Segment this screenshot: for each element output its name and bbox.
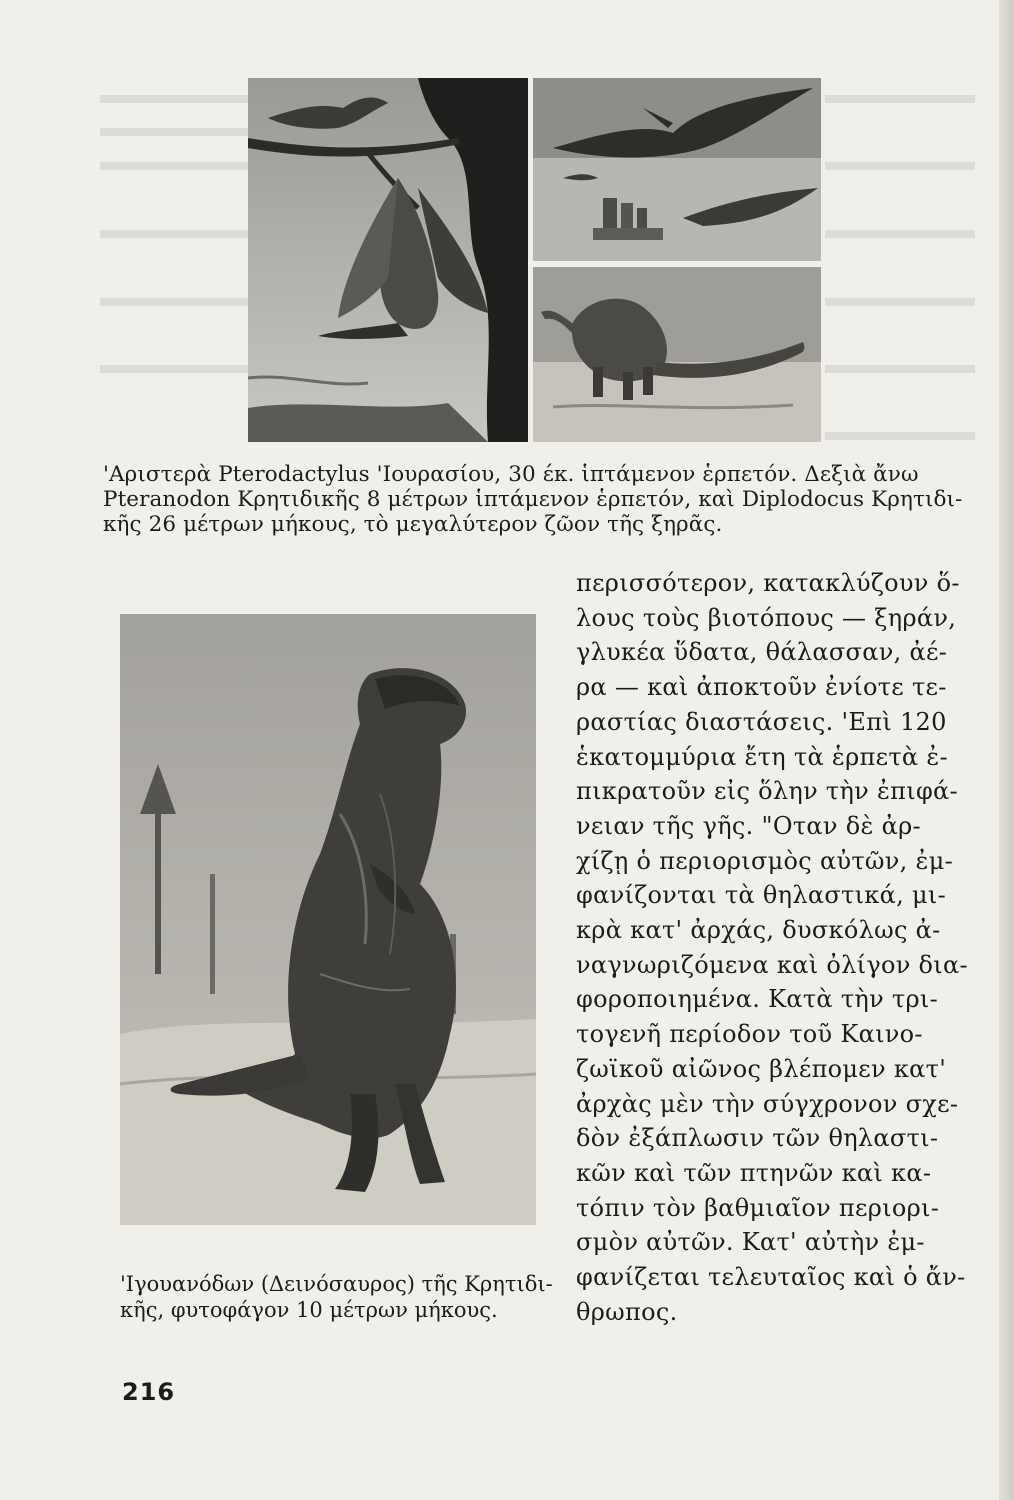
bottom-figure-caption — [120, 1271, 553, 1323]
caption-line: 'Αριστερὰ Pterodactylus 'Ιουρασίου, 30 έκ. ἱπτάμενον ἑρπετόν. Δεξιὰ ἄνω — [103, 462, 919, 487]
body-line: ἑκατομμύρια ἔτη τὰ ἑρπετὰ ἐ- — [576, 742, 948, 771]
body-line: ρα — καὶ ἀποκτοῦν ἐνίοτε τε- — [576, 673, 947, 702]
body-line: πικρατοῦν εἰς ὅλην τὴν ἐπιφά- — [576, 777, 958, 806]
body-line: φανίζονται τὰ θηλαστικά, μι- — [576, 881, 946, 910]
body-line: δὸν ἐξάπλωσιν τῶν θηλαστι- — [576, 1124, 939, 1153]
body-line: ραστίας διαστάσεις. 'Επὶ 120 — [576, 707, 947, 736]
body-line: ζωϊκοῦ αἰῶνος βλέπομεν κατ' — [576, 1054, 947, 1083]
body-line: χίζῃ ὁ περιορισμὸς αὐτῶν, ἐμ- — [576, 846, 954, 875]
body-line: ναγνωριζόμενα καὶ ὀλίγον δια- — [576, 950, 968, 979]
pteranodon-illustration — [533, 78, 821, 261]
page-edge — [999, 0, 1013, 1500]
caption-line: Pteranodon Κρητιδικῆς 8 μέτρων ἱπτάμενον ἑρπετόν, καὶ Diplodocus Κρητιδι- — [103, 487, 963, 512]
caption-line: 'Ιγουανόδων (Δεινόσαυρος) τῆς Κρητιδι- — [120, 1272, 553, 1296]
body-line: τογενῆ περίοδον τοῦ Καινο- — [576, 1020, 923, 1049]
body-line: ἀρχὰς μὲν τὴν σύγχρονον σχε- — [576, 1089, 959, 1118]
body-line: θρωπος. — [576, 1297, 678, 1326]
body-line: νειαν τῆς γῆς. "Οταν δὲ ἀρ- — [576, 811, 921, 840]
page-number: 216 — [122, 1378, 176, 1406]
body-line: περισσότερον, κατακλύζουν ὅ- — [576, 569, 960, 597]
body-line: γλυκέα ὕδατα, θάλασσαν, ἀέ- — [576, 638, 948, 667]
caption-line: κῆς, φυτοφάγον 10 μέτρων μήκους. — [120, 1298, 498, 1322]
body-line: κῶν καὶ τῶν πτηνῶν καὶ κα- — [576, 1158, 932, 1187]
body-line: τόπιν τὸν βαθμιαῖον περιορι- — [576, 1193, 940, 1222]
body-line: σμὸν αὐτῶν. Κατ' αὐτὴν ἐμ- — [576, 1228, 925, 1257]
diplodocus-illustration — [533, 267, 821, 442]
body-line: κρὰ κατ' ἀρχάς, δυσκόλως ἀ- — [576, 916, 941, 945]
body-line: φανίζεται τελευταῖος καὶ ὁ ἄν- — [576, 1263, 966, 1292]
top-figure-caption — [103, 462, 973, 537]
pterodactylus-illustration — [248, 78, 528, 442]
iguanodon-illustration — [120, 614, 536, 1225]
caption-line: κῆς 26 μέτρων μήκους, τὸ μεγαλύτερον ζῶον τῆς ξηρᾶς. — [103, 512, 723, 537]
body-line: λους τοὺς βιοτόπους — ξηράν, — [576, 603, 957, 632]
body-line: φοροποιημένα. Κατὰ τὴν τρι- — [576, 985, 939, 1014]
body-text-column — [576, 566, 976, 1329]
